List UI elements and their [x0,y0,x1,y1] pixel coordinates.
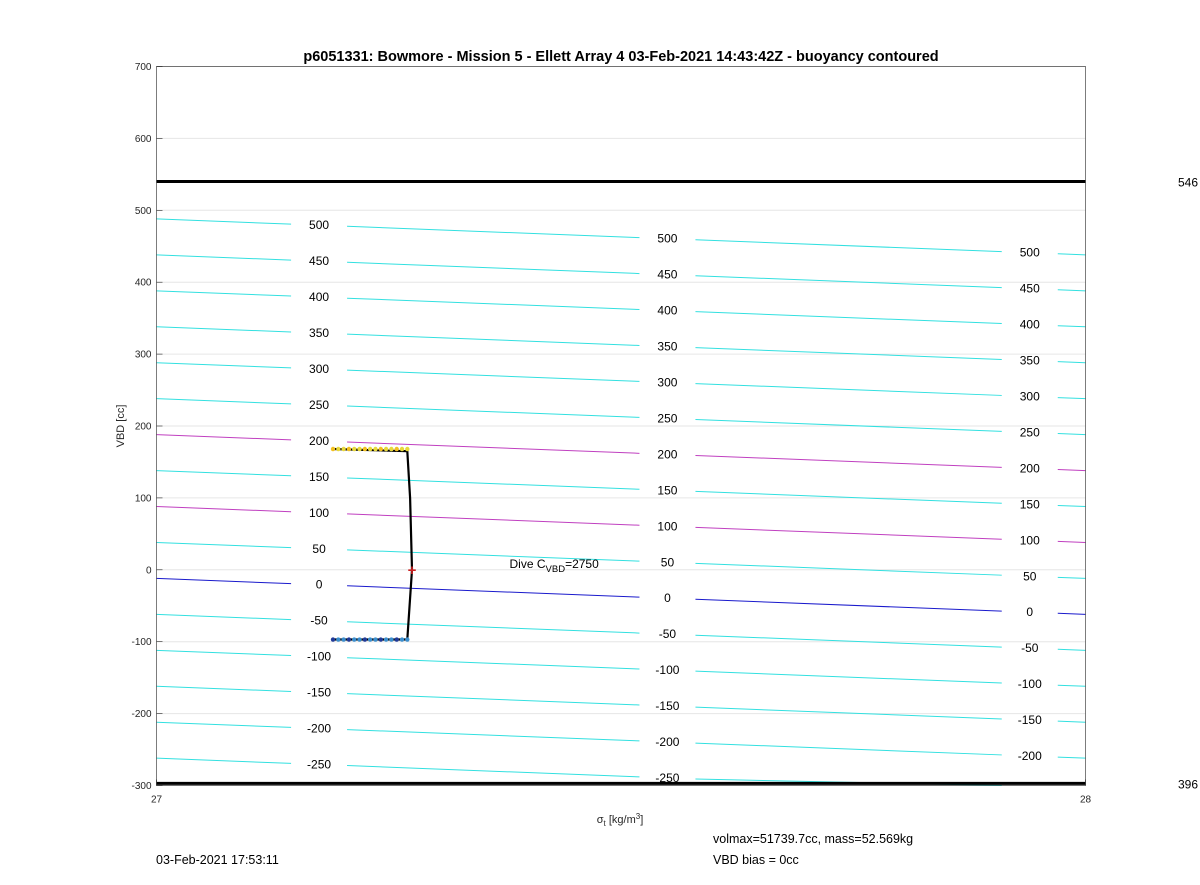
contour-label: 150 [657,483,678,498]
contour-label: 150 [1019,497,1040,512]
contour-line [695,635,1001,647]
contour-label: 500 [309,218,330,233]
sample-point [405,637,409,641]
contour-line [1058,685,1086,686]
sample-point [341,447,345,451]
sample-point [357,447,361,451]
vbd-limit-label: 396 [1177,777,1198,792]
contour-label: 0 [315,577,323,592]
contour-line [347,262,639,273]
contour-line [1058,613,1086,614]
sample-point [373,637,377,641]
contour-line [157,471,292,476]
contour-line [157,542,292,547]
vbd-limit-label: 546 [1177,175,1198,190]
sample-point [368,637,372,641]
axis-ticks [131,62,1091,806]
sample-point [363,447,367,451]
contour-label: 350 [1019,353,1040,368]
contour-label: 50 [312,541,326,556]
contour-line [347,370,639,381]
contour-line [1058,505,1086,506]
y-tick-label: -300 [131,781,152,792]
y-tick-label: 200 [134,421,152,433]
sample-point [363,637,367,641]
contour-label: -150 [307,685,332,700]
y-tick-label: 600 [134,133,152,145]
contour-label: 200 [309,433,330,448]
sample-point [400,447,404,451]
contour-label: -100 [655,663,680,678]
contour-line [695,671,1001,683]
contour-line [347,226,639,237]
footer-vbd-bias: VBD bias = 0cc [713,853,799,867]
sample-point [352,637,356,641]
contour-line [157,758,292,763]
sample-point [347,447,351,451]
x-tick-label: 27 [150,794,163,806]
contour-line [347,514,639,525]
contour-label: 0 [1026,605,1034,620]
contour-line [695,599,1001,611]
contour-label: -50 [310,613,328,628]
contour-label: 50 [660,555,675,570]
contour-line [157,578,292,583]
sample-point [384,637,388,641]
contour-line [347,406,639,417]
contour-line [1058,470,1086,471]
y-tick-label: 300 [134,349,152,361]
sample-point [400,637,404,641]
sample-point [395,637,399,641]
contour-line [157,686,292,691]
contour-line [157,255,292,260]
sample-point [405,447,409,451]
y-tick-label: 0 [145,565,152,577]
contour-line [695,240,1001,252]
contour-label: -150 [1017,713,1042,728]
sample-point [384,447,388,451]
sample-point [341,637,345,641]
contour-line [347,766,639,777]
contour-line [695,743,1001,755]
contour-line [157,614,292,619]
sample-point [336,637,340,641]
sample-point [331,447,335,451]
contour-line [347,622,639,633]
contour-line [157,399,292,404]
contour-line [1058,721,1086,722]
contour-line [695,455,1001,467]
contour-line [695,527,1001,539]
contour-line [1058,434,1086,435]
contour-line [347,694,639,705]
contour-label: 200 [657,447,678,462]
y-tick-label: 500 [134,205,152,217]
contour-line [157,219,292,224]
contour-line [347,586,639,597]
contour-line [347,298,639,309]
grid [157,67,1086,786]
contour-label: 400 [1019,317,1040,332]
sample-point [368,447,372,451]
contour-line [1058,577,1086,578]
contour-line [157,435,292,440]
contour-label: -250 [655,770,680,785]
sample-point [379,447,383,451]
contour-line [1058,757,1086,758]
contour-label: 350 [309,326,330,341]
x-tick-label: 28 [1079,794,1092,806]
contour-label: 400 [309,290,330,305]
contour-label: 0 [664,591,671,606]
sample-point [352,447,356,451]
contour-label: 250 [657,411,678,426]
contour-line [695,348,1001,360]
contour-label: 500 [657,231,678,246]
contour-label: 250 [309,397,330,412]
contour-label: -200 [1017,749,1042,764]
contour-label: 100 [309,505,330,520]
contour-line [1058,649,1086,650]
contour-line [157,327,292,332]
footer-volmax: volmax=51739.7cc, mass=52.569kg [713,832,914,846]
contour-line [695,312,1001,324]
contour-line [1058,362,1086,363]
sample-point [331,637,335,641]
dive-trace-line [333,449,412,640]
contour-label: 400 [657,303,678,318]
contour-line [157,650,292,655]
sample-point [389,447,393,451]
contour-label: 450 [1019,281,1040,296]
sample-point [347,637,351,641]
contour-line [1058,541,1086,542]
y-tick-label: 700 [134,62,152,73]
contour-label: 350 [657,339,678,354]
contour-label: 50 [1023,569,1037,584]
contour-line [695,491,1001,503]
contour-line [157,363,292,368]
contour-line [1058,290,1086,291]
sample-point [357,637,361,641]
contour-line [157,291,292,296]
sample-point [389,637,393,641]
contour-label: 300 [309,362,330,377]
contour-label: -100 [307,649,332,664]
contour-label: 300 [1019,389,1040,404]
cvbd-marker: + [407,561,417,579]
contour-label: 100 [1019,533,1040,548]
contour-label: -50 [658,627,677,642]
contour-line [347,334,639,345]
sample-point [395,447,399,451]
contour-line [695,707,1001,719]
contour-line [1058,398,1086,399]
sample-point [379,637,383,641]
chart-title: p6051331: Bowmore - Mission 5 - Ellett Array 4 03-Feb-2021 14:43:42Z - buoyancy contoured [303,49,939,65]
contour-line [695,563,1001,575]
contour-label: 100 [657,519,678,534]
contour-line [695,276,1001,288]
contour-label: 200 [1019,461,1040,476]
contour-line [157,722,292,727]
dive-trace [331,447,417,642]
contour-label: 300 [657,375,678,390]
contour-label: -150 [655,699,680,714]
y-axis-label: VBD [cc] [115,404,127,448]
contour-line [695,420,1001,432]
contour-label: -200 [655,735,680,750]
y-tick-label: 100 [134,493,152,505]
contour-label: 450 [657,267,678,282]
x-axis-label: $\sigma_t$ $[kg/m^3]$ [596,812,644,828]
contour-label: -250 [307,757,332,772]
contour-line [1058,254,1086,255]
contour-line [347,478,639,489]
contour-line [347,658,639,669]
contour-line [1058,326,1086,327]
dive-cvbd-annotation: Dive $C_{VBD}=2750$ [509,556,599,575]
contour-label: -50 [1021,641,1039,656]
contour-line [695,384,1001,396]
y-tick-label: -200 [131,709,152,721]
contour-label: -200 [307,721,332,736]
sample-point [336,447,340,451]
buoyancy-contours [157,218,1086,785]
y-tick-label: 400 [134,277,152,289]
contour-label: 450 [309,254,330,269]
contour-label: 150 [309,469,330,484]
contour-label: -100 [1017,677,1042,692]
contour-label: 250 [1019,425,1040,440]
sample-point [373,447,377,451]
contour-line [157,507,292,512]
y-tick-label: -100 [131,637,152,649]
contour-line [347,730,639,741]
contour-label: 500 [1019,245,1040,260]
footer-date: 03-Feb-2021 17:53:11 [156,853,279,867]
